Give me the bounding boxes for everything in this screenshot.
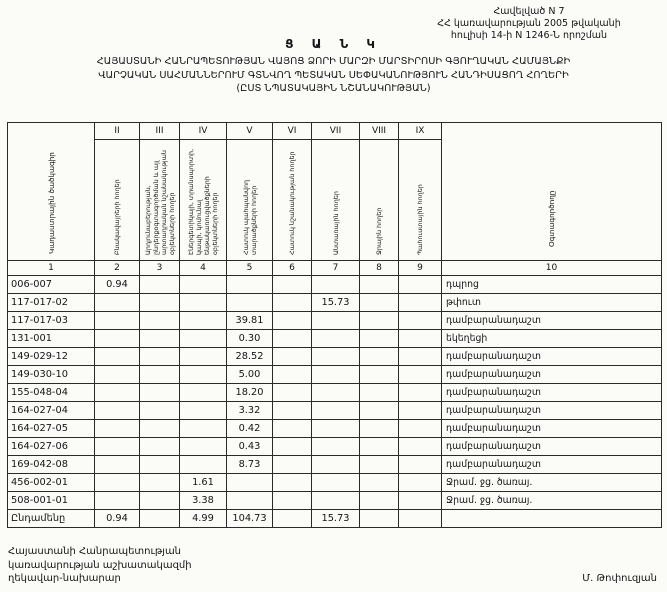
- numeral-V: V: [227, 123, 273, 140]
- total-cell-col7: 15.73: [312, 510, 360, 528]
- cell-col3: [140, 438, 180, 456]
- cell-col2: [95, 384, 140, 402]
- cell-col1: 149-030-10: [8, 366, 95, 384]
- cell-col3: [140, 312, 180, 330]
- cell-col9: [399, 402, 442, 420]
- header-special-purpose-lands: [273, 140, 312, 261]
- cell-col2: [95, 348, 140, 366]
- cell-col10: Ջրամ. ջց. ծառայ.: [442, 474, 662, 492]
- header-water-lands-label: Ջրային հողեր: [375, 207, 383, 255]
- cell-col2: [95, 420, 140, 438]
- cell-col8: [360, 438, 399, 456]
- cell-col2: [95, 402, 140, 420]
- total-cell-col2: 0.94: [95, 510, 140, 528]
- header-cadastral-code: [8, 123, 95, 261]
- cell-col3: [140, 366, 180, 384]
- cell-col7: [312, 348, 360, 366]
- cell-col2: [95, 492, 140, 510]
- colnum-9: 9: [399, 261, 442, 276]
- table-row: [8, 330, 662, 348]
- table-row: [8, 438, 662, 456]
- cell-col1: 164-027-05: [8, 420, 95, 438]
- cell-col4: [180, 312, 227, 330]
- cell-col6: [273, 420, 312, 438]
- cell-col4: [180, 456, 227, 474]
- cell-col6: [273, 348, 312, 366]
- cell-col8: [360, 384, 399, 402]
- cell-col5: 8.73: [227, 456, 273, 474]
- cell-col1: 149-029-12: [8, 348, 95, 366]
- cell-col1: 006-007: [8, 276, 95, 294]
- colnum-6: 6: [273, 261, 312, 276]
- table-row: [8, 366, 662, 384]
- header-settlement-lands: [95, 140, 140, 261]
- signature-block: [8, 545, 192, 586]
- colnum-8: 8: [360, 261, 399, 276]
- cell-col3: [140, 276, 180, 294]
- cell-col4: [180, 366, 227, 384]
- colnum-3: 3: [140, 261, 180, 276]
- cell-col2: [95, 474, 140, 492]
- numeral-VII: VII: [312, 123, 360, 140]
- header-reserve-lands-label: Պահուստային հողեր: [416, 184, 424, 255]
- table-row: [8, 276, 662, 294]
- land-table: [7, 122, 662, 528]
- cell-col4: 1.61: [180, 474, 227, 492]
- cell-col9: [399, 366, 442, 384]
- cell-col4: [180, 384, 227, 402]
- roman-numeral-row: [8, 123, 662, 140]
- doc-heading: Ց Ա Ն Կ: [285, 37, 382, 51]
- header-protected-lands-label: Հատուկ պահպանվող տարածքների հողեր: [241, 179, 258, 255]
- cell-col5: 0.43: [227, 438, 273, 456]
- cell-col2: [95, 330, 140, 348]
- table-row: [8, 492, 662, 510]
- cell-col5: 0.30: [227, 330, 273, 348]
- cell-col7: [312, 420, 360, 438]
- cell-col5: 0.42: [227, 420, 273, 438]
- header-water-lands: [360, 140, 399, 261]
- cell-col9: [399, 330, 442, 348]
- total-cell-col8: [360, 510, 399, 528]
- cell-col3: [140, 456, 180, 474]
- cell-col1: 508-001-01: [8, 492, 95, 510]
- cell-col1: 164-027-04: [8, 402, 95, 420]
- cell-col6: [273, 276, 312, 294]
- cell-col4: [180, 348, 227, 366]
- cell-col7: [312, 366, 360, 384]
- signer-name: Մ. Թոփուզյան: [582, 573, 657, 584]
- cell-col9: [399, 384, 442, 402]
- cell-col2: [95, 312, 140, 330]
- header-cadastral-code-label: Կադաստրային ծածկագիր: [46, 152, 56, 254]
- cell-col8: [360, 474, 399, 492]
- cell-col8: [360, 420, 399, 438]
- cell-col9: [399, 420, 442, 438]
- cell-col6: [273, 402, 312, 420]
- cell-col8: [360, 312, 399, 330]
- doc-subtitle: [0, 55, 667, 96]
- header-protected-lands: [227, 140, 273, 261]
- cell-col6: [273, 366, 312, 384]
- total-cell-col3: [140, 510, 180, 528]
- subtitle-line3: (ԸՍՏ ՆՊԱՏԱԿԱՅԻՆ ՆՇԱՆԱԿՈՒԹՅԱՆ): [236, 83, 431, 95]
- cell-col1: 155-048-04: [8, 384, 95, 402]
- cell-col10: դամբարանադաշտ: [442, 420, 662, 438]
- cell-col6: [273, 474, 312, 492]
- total-cell-col9: [399, 510, 442, 528]
- cell-col9: [399, 438, 442, 456]
- cell-col8: [360, 492, 399, 510]
- cell-col3: [140, 420, 180, 438]
- total-row: [8, 510, 662, 528]
- cell-col3: [140, 294, 180, 312]
- total-cell-col1: Ընդամենը: [8, 510, 95, 528]
- total-cell-col10: [442, 510, 662, 528]
- cell-col7: [312, 384, 360, 402]
- cell-col7: [312, 312, 360, 330]
- numeral-VIII: VIII: [360, 123, 399, 140]
- cell-col8: [360, 366, 399, 384]
- table-row: [8, 348, 662, 366]
- header-forest-lands: [312, 140, 360, 261]
- total-cell-col5: 104.73: [227, 510, 273, 528]
- cell-col10: թփուտ: [442, 294, 662, 312]
- cell-col6: [273, 492, 312, 510]
- cell-col1: 164-027-06: [8, 438, 95, 456]
- cell-col1: 117-017-02: [8, 294, 95, 312]
- cell-col10: դամբարանադաշտ: [442, 348, 662, 366]
- header-infrastructure-lands-label: Էներգետիկայի, տրանսպորտի, կապի, կոմունալ ենթակառուցվածքների օբյեկտների հողեր: [187, 148, 219, 255]
- cell-col6: [273, 330, 312, 348]
- cell-col5: [227, 276, 273, 294]
- cell-col7: [312, 402, 360, 420]
- cell-col5: [227, 492, 273, 510]
- numeral-III: III: [140, 123, 180, 140]
- cell-col3: [140, 492, 180, 510]
- cell-col1: 131-001: [8, 330, 95, 348]
- header-settlement-lands-label: Բնակավայրերի հողեր: [113, 179, 121, 255]
- total-cell-col6: [273, 510, 312, 528]
- cell-col6: [273, 456, 312, 474]
- cell-col2: [95, 438, 140, 456]
- cell-col2: [95, 456, 140, 474]
- cell-col7: [312, 456, 360, 474]
- cell-col10: դամբարանադաշտ: [442, 438, 662, 456]
- colnum-4: 4: [180, 261, 227, 276]
- cell-col4: [180, 276, 227, 294]
- cell-col10: դամբարանադաշտ: [442, 402, 662, 420]
- header-industrial-lands-label: Արդյունաբերության, ընդերքօգտագործման և այլ արտադրական նշանակության օբյեկտների հողեր: [143, 150, 176, 255]
- header-reserve-lands: [399, 140, 442, 261]
- numeral-VI: VI: [273, 123, 312, 140]
- table-row: [8, 456, 662, 474]
- table-row: [8, 312, 662, 330]
- cell-col4: [180, 402, 227, 420]
- appendix-line1: Հավելված N 7: [493, 6, 565, 17]
- appendix-line2: ՀՀ կառավարության 2005 թվականի: [437, 17, 621, 29]
- cell-col3: [140, 330, 180, 348]
- cell-col1: 456-002-01: [8, 474, 95, 492]
- table-row: [8, 294, 662, 312]
- colnum-1: 1: [8, 261, 95, 276]
- cell-col5: 18.20: [227, 384, 273, 402]
- subtitle-line2: ՎԱՐՉԱԿԱՆ ՍԱՀՄԱՆՆԵՐՈՒՄ ԳՏՆՎՈՂ ՊԵՏԱԿԱՆ ՍԵՓԱԿԱՆՈՒԹՅՈՒՆ ՀԱՆԴԻՍԱՑՈՂ ՀՈՂԵՐԻ: [98, 69, 569, 81]
- cell-col4: [180, 420, 227, 438]
- cell-col6: [273, 384, 312, 402]
- cell-col10: դամբարանադաշտ: [442, 456, 662, 474]
- cell-col10: եկեղեցի: [442, 330, 662, 348]
- header-infrastructure-lands: [180, 140, 227, 261]
- cell-col10: Ջրամ. ջց. ծառայ.: [442, 492, 662, 510]
- header-land-user-label: Օգտագործողը: [547, 190, 556, 247]
- cell-col10: դամբարանադաշտ: [442, 312, 662, 330]
- cell-col7: 15.73: [312, 294, 360, 312]
- cell-col7: [312, 276, 360, 294]
- colnum-2: 2: [95, 261, 140, 276]
- cell-col1: 117-017-03: [8, 312, 95, 330]
- cell-col8: [360, 330, 399, 348]
- table-row: [8, 402, 662, 420]
- cell-col10: դամբարանադաշտ: [442, 366, 662, 384]
- cell-col7: [312, 492, 360, 510]
- cell-col7: [312, 330, 360, 348]
- cell-col9: [399, 294, 442, 312]
- numeral-II: II: [95, 123, 140, 140]
- appendix-line3: հուլիսի 14-ի N 1246-Ն որոշման: [450, 29, 608, 41]
- cell-col8: [360, 402, 399, 420]
- cell-col2: [95, 294, 140, 312]
- cell-col10: դպրոց: [442, 276, 662, 294]
- cell-col1: 169-042-08: [8, 456, 95, 474]
- subtitle-line1: ՀԱՅԱՍՏԱՆԻ ՀԱՆՐԱՊԵՏՈՒԹՅԱՆ ՎԱՅՈՑ ՁՈՐԻ ՄԱՐԶԻ ՄԱՐՏԻՐՈՍԻ ԳՅՈՒՂԱԿԱՆ ՀԱՄԱՅՆՔԻ: [96, 56, 571, 67]
- cell-col9: [399, 492, 442, 510]
- signature-line2: կառավարության աշխատակազմի: [8, 559, 192, 571]
- cell-col6: [273, 294, 312, 312]
- header-special-purpose-lands-label: Հատուկ նշանակության հողեր: [288, 151, 296, 255]
- cell-col8: [360, 456, 399, 474]
- cell-col4: [180, 438, 227, 456]
- cell-col3: [140, 474, 180, 492]
- cell-col5: 5.00: [227, 366, 273, 384]
- cell-col7: [312, 438, 360, 456]
- cell-col6: [273, 312, 312, 330]
- cell-col7: [312, 474, 360, 492]
- cell-col2: 0.94: [95, 276, 140, 294]
- cell-col10: դամբարանադաշտ: [442, 384, 662, 402]
- cell-col4: 3.38: [180, 492, 227, 510]
- column-number-row: [8, 261, 662, 276]
- cell-col6: [273, 438, 312, 456]
- cell-col8: [360, 294, 399, 312]
- header-land-user: [442, 123, 662, 261]
- cell-col3: [140, 348, 180, 366]
- header-forest-lands-label: Անտառային հողեր: [331, 191, 340, 255]
- cell-col8: [360, 348, 399, 366]
- cell-col5: 28.52: [227, 348, 273, 366]
- cell-col9: [399, 456, 442, 474]
- cell-col9: [399, 474, 442, 492]
- numeral-IX: IX: [399, 123, 442, 140]
- cell-col5: [227, 294, 273, 312]
- colnum-7: 7: [312, 261, 360, 276]
- cell-col9: [399, 312, 442, 330]
- numeral-IV: IV: [180, 123, 227, 140]
- cell-col2: [95, 366, 140, 384]
- table-row: [8, 474, 662, 492]
- cell-col3: [140, 384, 180, 402]
- signature-line3: ղեկավար-նախարար: [8, 573, 121, 584]
- table-row: [8, 384, 662, 402]
- cell-col9: [399, 348, 442, 366]
- total-cell-col4: 4.99: [180, 510, 227, 528]
- cell-col9: [399, 276, 442, 294]
- table-body: [8, 276, 662, 528]
- signature-line1: Հայաստանի Հանրապետության: [8, 546, 182, 557]
- cell-col4: [180, 294, 227, 312]
- colnum-5: 5: [227, 261, 273, 276]
- cell-col3: [140, 402, 180, 420]
- cell-col8: [360, 276, 399, 294]
- cell-col5: [227, 474, 273, 492]
- header-industrial-lands: [140, 140, 180, 261]
- colnum-10: 10: [442, 261, 662, 276]
- cell-col4: [180, 330, 227, 348]
- cell-col5: 39.81: [227, 312, 273, 330]
- table-row: [8, 420, 662, 438]
- cell-col5: 3.32: [227, 402, 273, 420]
